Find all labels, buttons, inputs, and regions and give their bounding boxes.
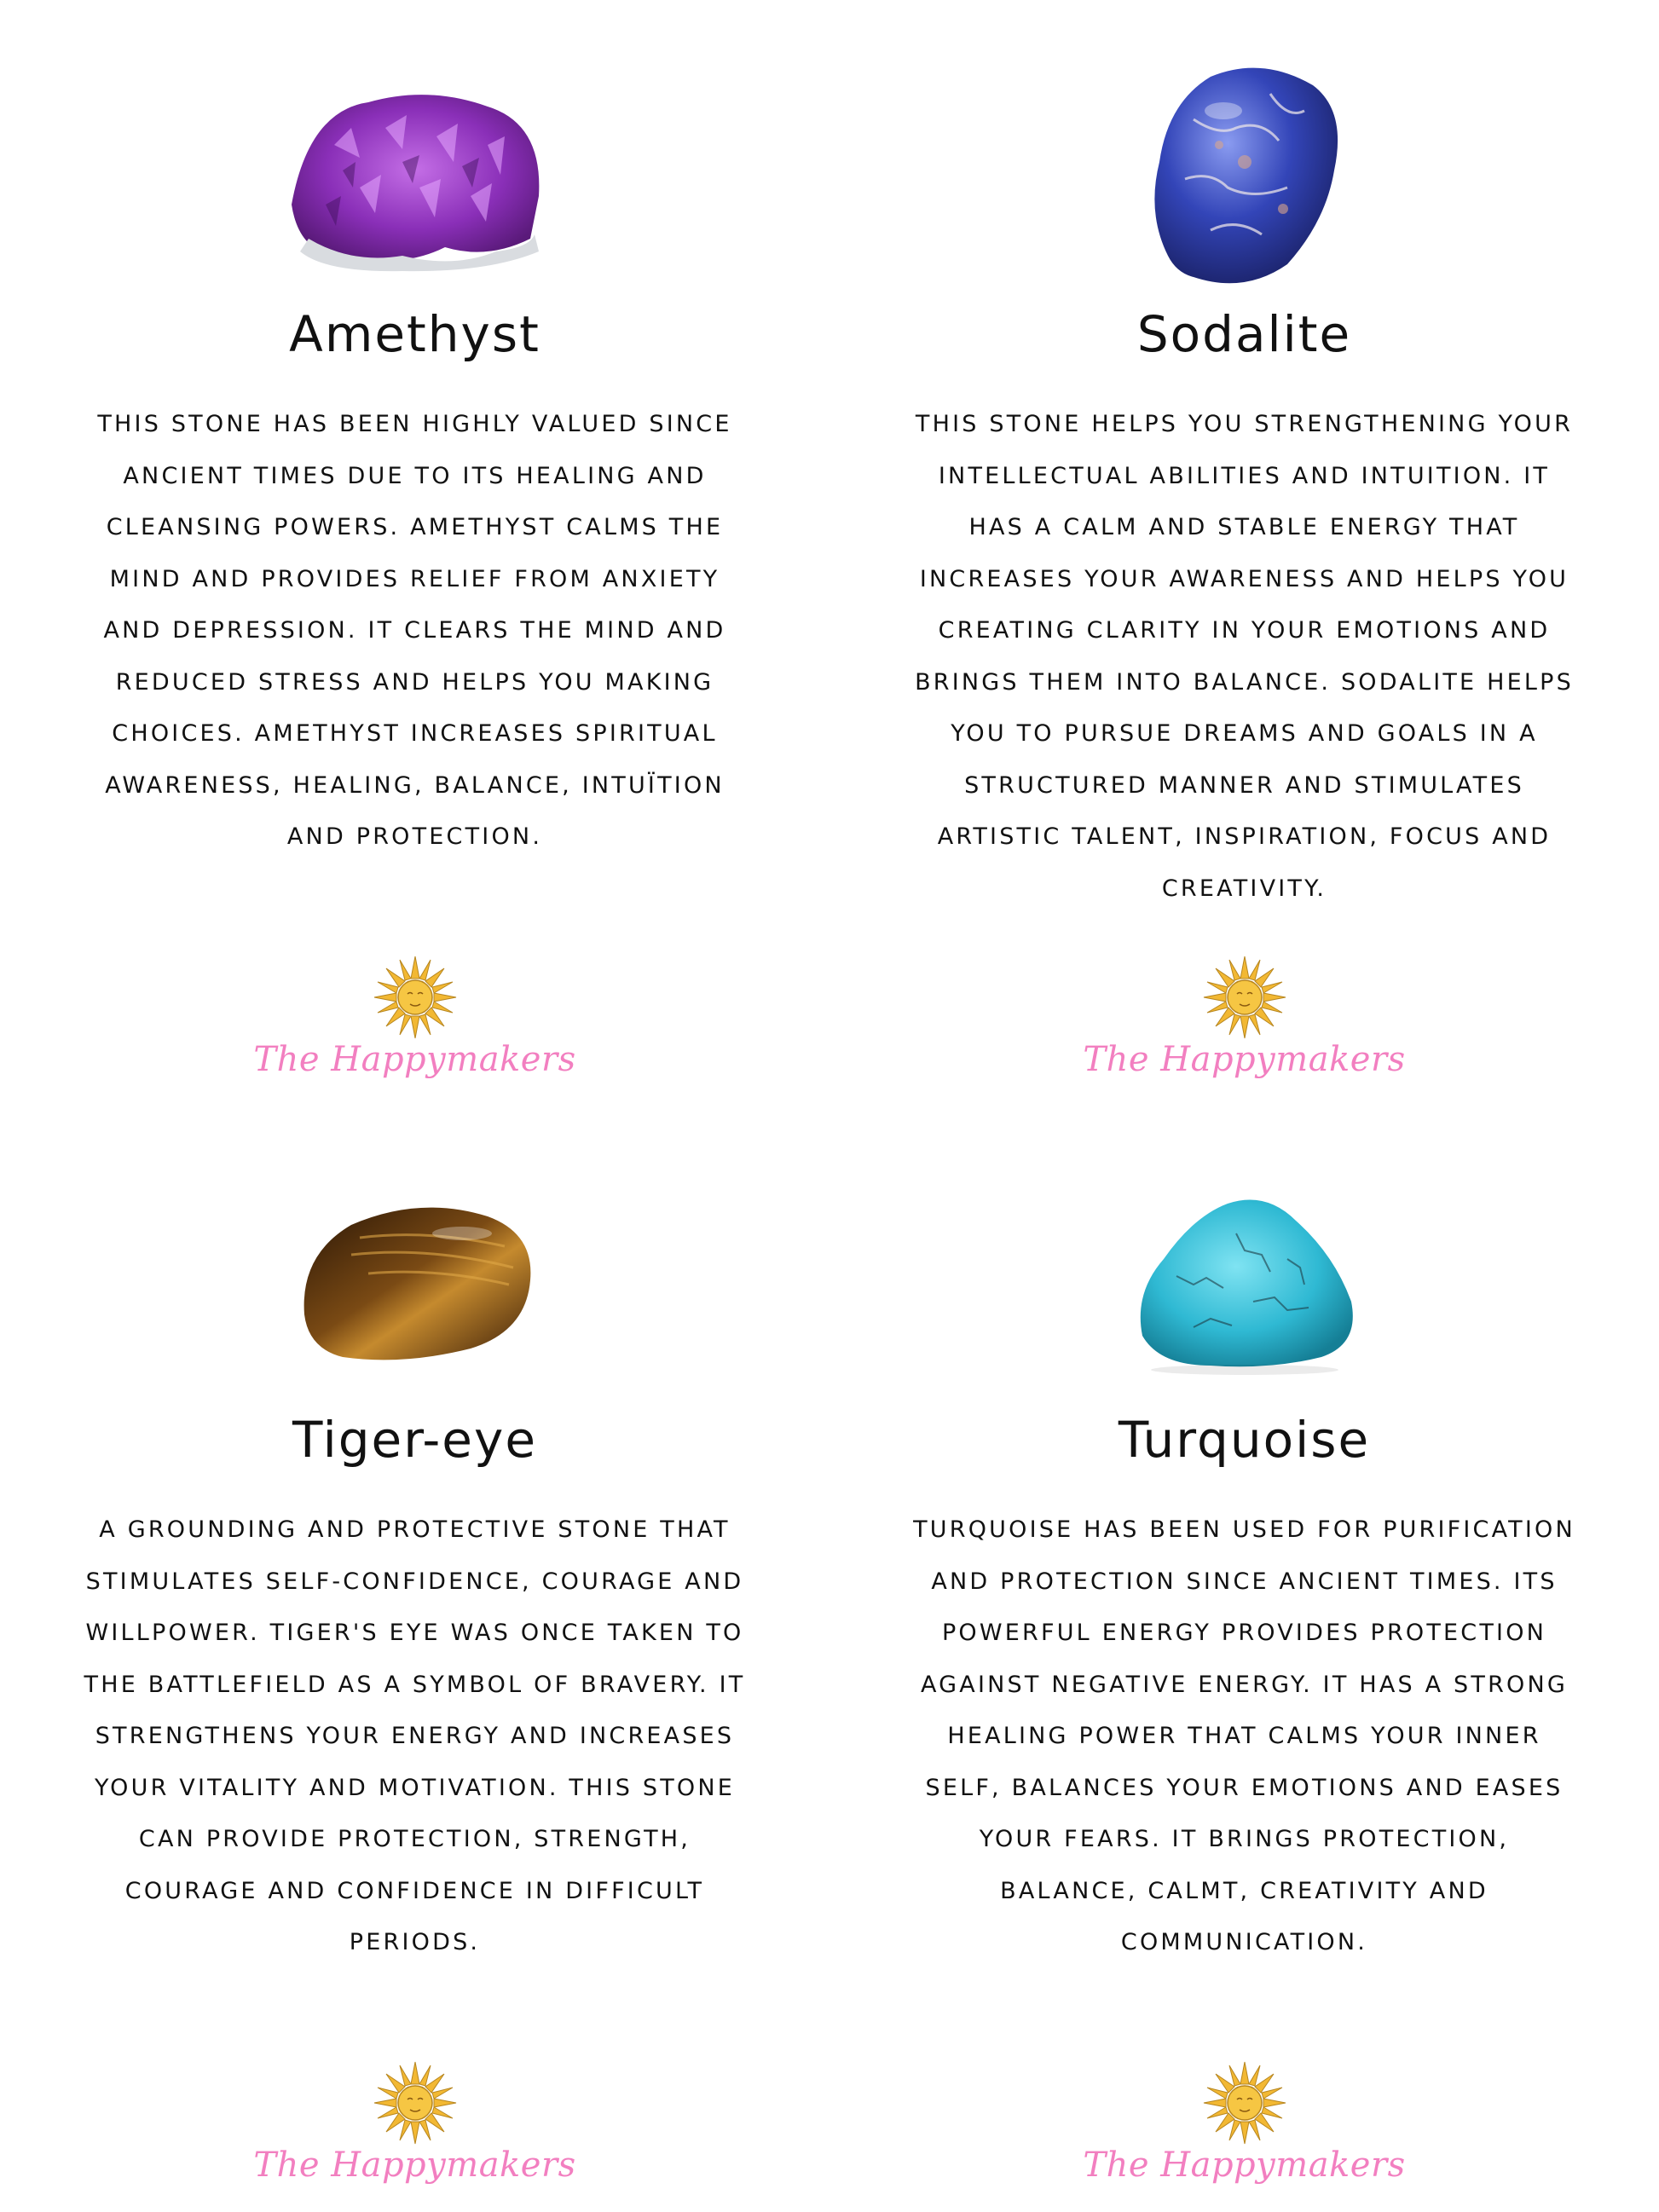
stone-card-turquoise [830, 1106, 1659, 2211]
stone-title: Tiger-eye [292, 1411, 537, 1469]
tiger-eye-image [0, 1157, 830, 1404]
brand-logo [0, 955, 830, 1100]
stone-description: TURQUOISE HAS BEEN USED FOR PURIFICATION AND PROTECTION SINCE ANCIENT TIMES. ITS POWERFUL ENERGY PROVIDES PROTECTION AGAINST NEGATIVE ENERGY. IT HAS A STRONG HEALING POWER THAT CALMS YOUR INNER SELF, BALANCES YOUR EMOTIONS AND EASES YOUR FEARS. IT BRINGS PROTECTION, BALANCE, CALMT, CREATIVITY AND COMMUNICATION. [913, 1516, 1575, 1955]
brand-name: The Happymakers [253, 1040, 576, 1079]
stone-card-amethyst [0, 0, 830, 1106]
brand-logo [830, 955, 1659, 1100]
stone-description: THIS STONE HELPS YOU STRENGTHENING YOUR INTELLECTUAL ABILITIES AND INTUITION. IT HAS A CALM AND STABLE ENERGY THAT INCREASES YOUR AWARENESS AND HELPS YOU CREATING CLARITY IN YOUR EMOTIONS AND BRINGS THEM INTO BALANCE. SODALITE HELPS YOU TO PURSUE DREAMS AND GOALS IN A STRUCTURED MANNER AND STIMULATES ARTISTIC TALENT, INSPIRATION, FOCUS AND CREATIVITY. [915, 411, 1574, 902]
turquoise-image [830, 1157, 1659, 1404]
sun-icon [373, 2060, 458, 2146]
brand-name: The Happymakers [253, 2146, 576, 2185]
stone-card-tiger-eye [0, 1106, 830, 2211]
brand-name: The Happymakers [1083, 2146, 1406, 2185]
stone-description: THIS STONE HAS BEEN HIGHLY VALUED SINCE ANCIENT TIMES DUE TO ITS HEALING AND CLEANSING POWERS. AMETHYST CALMS THE MIND AND PROVIDES RELIEF FROM ANXIETY AND DEPRESSION. IT CLEARS THE MIND AND REDUCED STRESS AND HELPS YOU MAKING CHOICES. AMETHYST INCREASES SPIRITUAL AWARENESS, HEALING, BALANCE, INTUÏTION AND PROTECTION. [97, 411, 732, 850]
amethyst-image [0, 51, 830, 298]
brand-name: The Happymakers [1083, 1040, 1406, 1079]
stone-title: Turquoise [1118, 1411, 1371, 1469]
sun-icon [1202, 2060, 1287, 2146]
brand-logo [0, 2060, 830, 2205]
stone-title: Sodalite [1136, 305, 1352, 363]
sun-icon [373, 955, 458, 1040]
stone-card-sodalite [830, 0, 1659, 1106]
sodalite-image [830, 51, 1659, 298]
brand-logo [830, 2060, 1659, 2205]
stone-title: Amethyst [289, 305, 540, 363]
sun-icon [1202, 955, 1287, 1040]
stone-description: A GROUNDING AND PROTECTIVE STONE THAT STIMULATES SELF-CONFIDENCE, COURAGE AND WILLPOWER. TIGER'S EYE WAS ONCE TAKEN TO THE BATTLEFIELD AS A SYMBOL OF BRAVERY. IT STRENGTHENS YOUR ENERGY AND INCREASES YOUR VITALITY AND MOTIVATION. THIS STONE CAN PROVIDE PROTECTION, STRENGTH, COURAGE AND CONFIDENCE IN DIFFICULT PERIODS. [84, 1516, 746, 1955]
